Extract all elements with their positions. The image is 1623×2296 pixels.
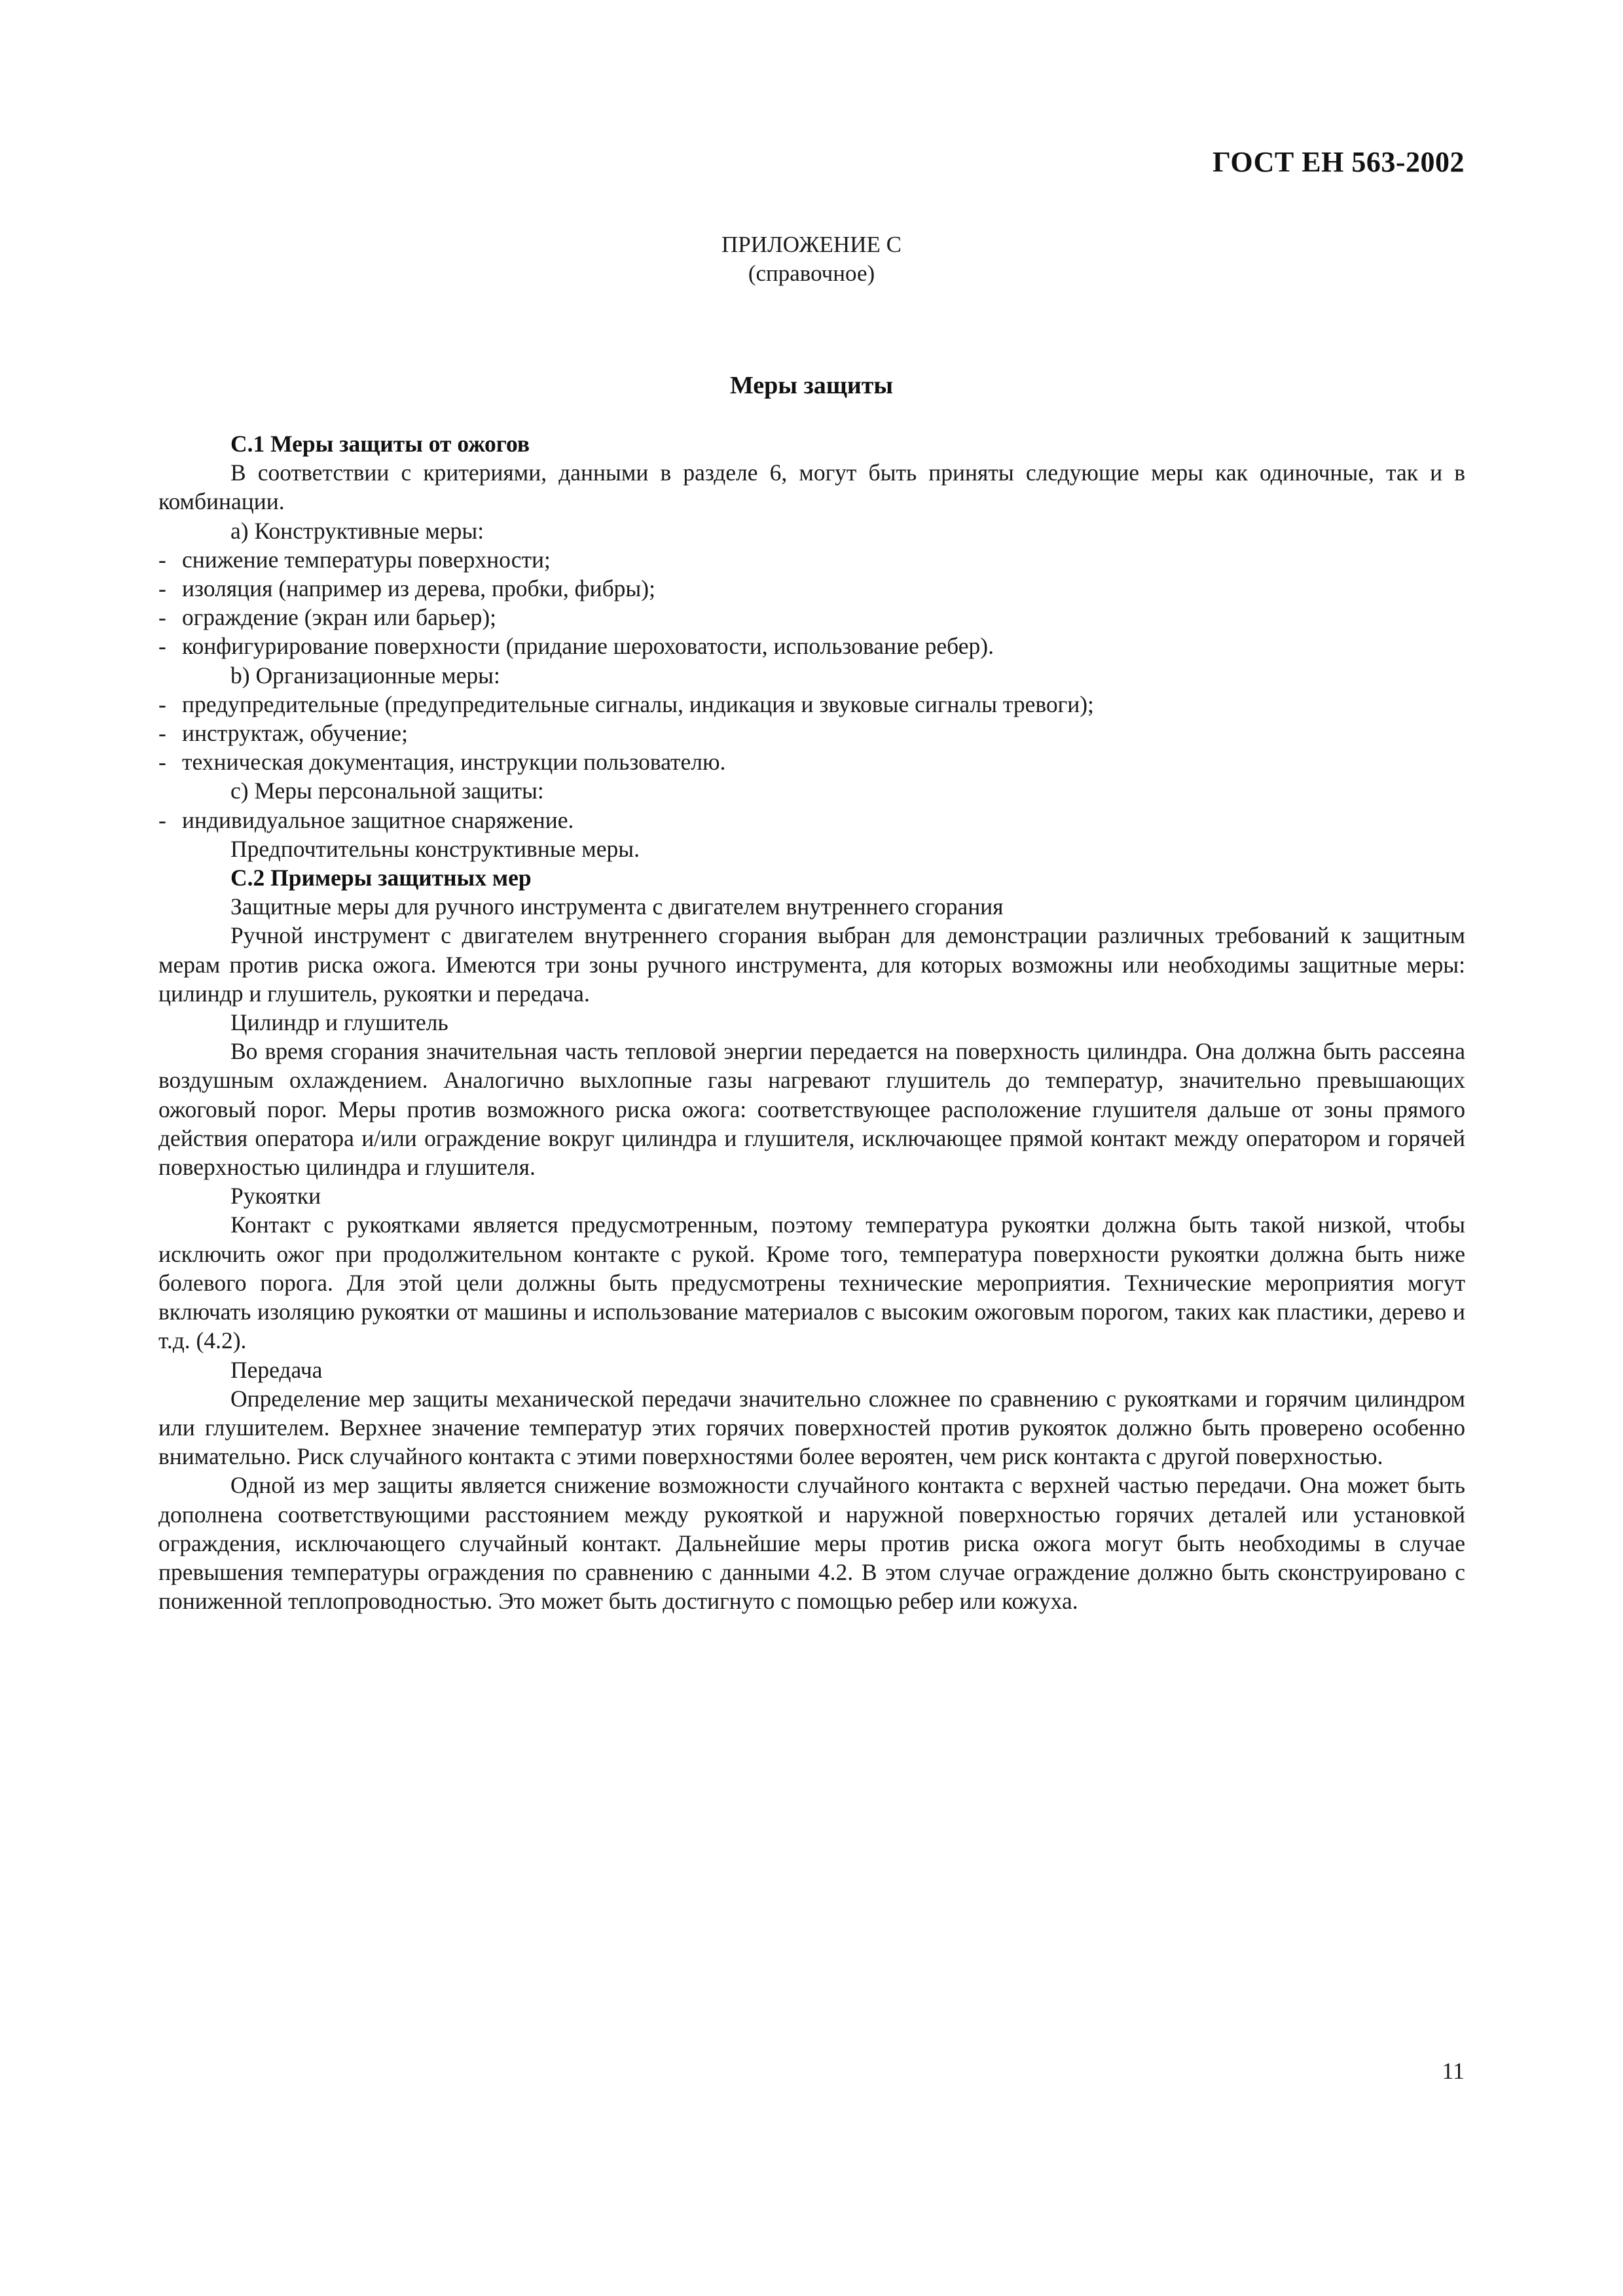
transmission-text-1: Определение мер защиты механической передачи значительно сложнее по сравнению с рукоятками и горячим цилиндром или глушителем. Верхнее значение температур этих горячих поверхностей против рукояток должно быть проверено особенно внимательно. Риск случайного контакта с этими поверхностями более вероятен, чем риск контакта с другой поверхностью. (158, 1385, 1465, 1470)
group-a-label: a) Конструктивные меры: (230, 517, 484, 544)
document-body (158, 429, 1465, 1615)
transmission-heading: Передача (230, 1356, 323, 1383)
section-c2-intro: Ручной инструмент с двигателем внутреннего сгорания выбран для демонстрации различных требований к защитным мерам против риска ожога. Имеются три зоны ручного инструмента, для которых возможны или необходимы защитные меры: цилиндр и глушитель, рукоятки и передача. (158, 922, 1465, 1007)
list-item-text: изоляция (например из дерева, пробки, фибры); (182, 575, 655, 602)
section-c1-heading: С.1 Меры защиты от ожогов (230, 431, 530, 457)
list-item-text: конфигурирование поверхности (придание шероховатости, использование ребер). (182, 633, 994, 660)
section-c1-conclusion: Предпочтительны конструктивные меры. (230, 835, 640, 862)
handles-text: Контакт с рукоятками является предусмотренным, поэтому температура рукоятки должна быть такой низкой, чтобы исключить ожог при продолжительном контакте с рукой. Кроме того, температура поверхности рукоятки должна быть ниже болевого порога. Для этой цели должны быть предусмотрены технические мероприятия. Технические мероприятия могут включать изоляцию рукоятки от машины и использование материалов с высоким ожоговым порогом, таких как пластики, дерево и т.д. (4.2). (158, 1211, 1465, 1354)
list-item: - предупредительные (предупредительные сигналы, индикация и звуковые сигналы тревоги); (158, 691, 1094, 717)
group-b-label: b) Организационные меры: (230, 662, 500, 689)
list-item: - индивидуальное защитное снаряжение. (158, 806, 574, 833)
list-item: - конфигурирование поверхности (придание шероховатости, использование ребер). (158, 633, 994, 660)
appendix-title: ПРИЛОЖЕНИЕ С (721, 232, 902, 257)
list-item: - техническая документация, инструкции пользователю. (158, 749, 726, 776)
document-title: Меры защиты (729, 372, 894, 399)
list-item: - ограждение (экран или барьер); (158, 604, 497, 631)
list-item-text: снижение температуры поверхности; (182, 546, 551, 573)
cylinder-text: Во время сгорания значительная часть тепловой энергии передается на поверхность цилиндра. Она должна быть рассеяна воздушным охлаждением. Аналогично выхлопные газы нагревают глушитель до температур, значительно превышающих ожоговый порог. Меры против возможного риска ожога: соответствующее расположение глушителя дальше от зоны прямого действия оператора и/или ограждение вокруг цилиндра и глушителя, исключающее прямой контакт между оператором и горячей поверхностью цилиндра и глушителя. (158, 1038, 1465, 1181)
list-item: - изоляция (например из дерева, пробки, фибры); (158, 575, 655, 602)
cylinder-heading: Цилиндр и глушитель (230, 1009, 448, 1036)
page-number: 11 (1442, 2058, 1465, 2084)
list-item-text: инструктаж, обучение; (182, 720, 408, 747)
section-c1-intro: В соответствии с критериями, данными в разделе 6, могут быть приняты следующие меры как одиночные, так и в комбинации. (158, 459, 1465, 515)
appendix-subtitle: (справочное) (748, 260, 875, 286)
transmission-text-2: Одной из мер защиты является снижение возможности случайного контакта с верхней частью передачи. Она может быть дополнена соответствующими расстоянием между рукояткой и наружной поверхностью горячих деталей или установкой ограждения, исключающего случайный контакт. Дальнейшие меры против риска ожога могут быть необходимы в случае превышения температуры ограждения по сравнению с данными 4.2. В этом случае ограждение должно быть сконструировано с пониженной теплопроводностью. Это может быть достигнуто с помощью ребер или кожуха. (158, 1472, 1465, 1615)
list-item: - инструктаж, обучение; (158, 720, 408, 747)
handles-heading: Рукоятки (230, 1183, 321, 1210)
list-item-text: техническая документация, инструкции пользователю. (182, 749, 726, 776)
group-c-label: c) Меры персональной защиты: (230, 778, 544, 804)
list-item-text: ограждение (экран или барьер); (182, 604, 497, 631)
standard-code-header: ГОСТ ЕН 563-2002 (1212, 146, 1465, 178)
list-item: - снижение температуры поверхности; (158, 546, 551, 573)
section-c2-subheading: Защитные меры для ручного инструмента с двигателем внутреннего сгорания (230, 893, 1004, 920)
list-item-text: индивидуальное защитное снаряжение. (182, 806, 574, 833)
list-item-text: предупредительные (предупредительные сигналы, индикация и звуковые сигналы тревоги); (182, 691, 1094, 717)
section-c2-heading: С.2 Примеры защитных мер (230, 865, 532, 891)
